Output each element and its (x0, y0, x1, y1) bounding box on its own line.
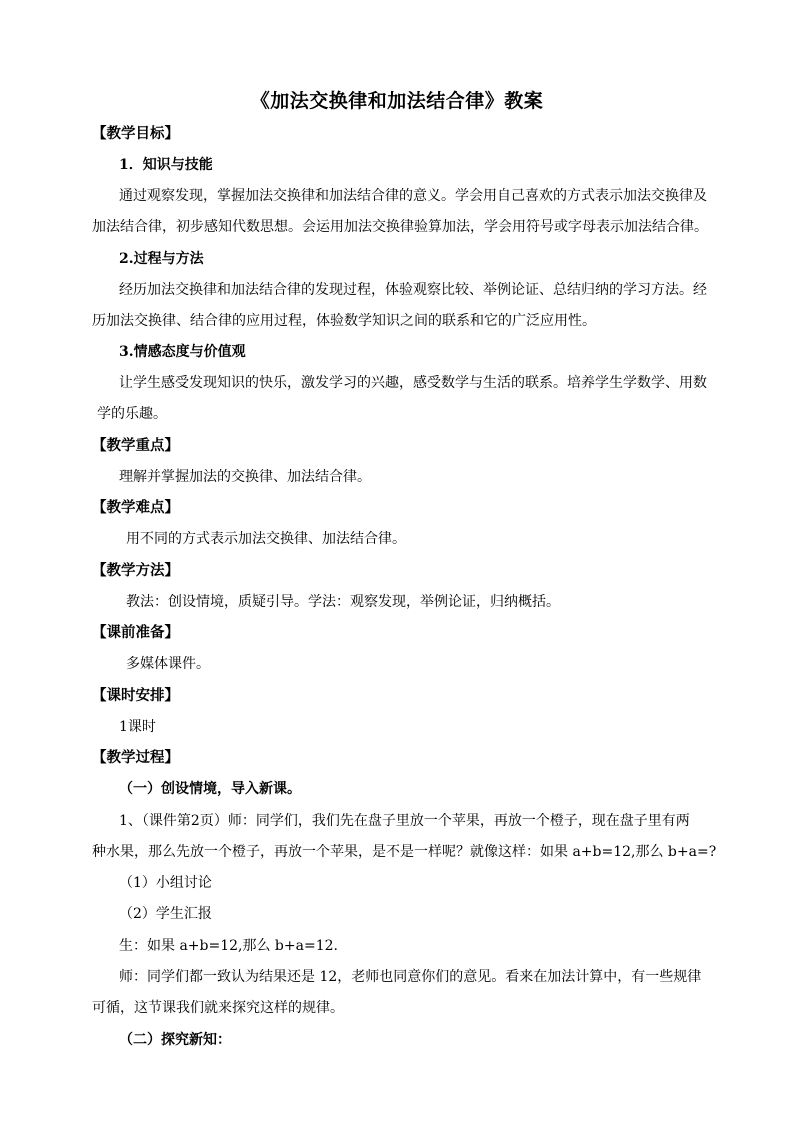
emotion-values-text-line-2: 学的乐趣。 (97, 406, 167, 422)
knowledge-skills-text-line-1: 通过观察发现，掌握加法交换律和加法结合律的意义。学会用自己喜欢的方式表示加法交换律及 (119, 188, 707, 204)
document-title: 《加法交换律和加法结合律》教案 (250, 90, 544, 112)
methods-heading: 【教学方法】 (92, 562, 179, 579)
methods-text: 教法：创设情境，质疑引导。学法：观察发现，举例论证，归纳概括。 (126, 594, 560, 610)
part1-item-student-report: （2）学生汇报 (119, 906, 212, 922)
part1-teacher-line-1: 师：同学们都一致认为结果还是 12，老师也同意你们的意见。看来在加法计算中，有一些规律 (119, 969, 702, 985)
process-methods-text-line-2: 历加法交换律、结合律的应用过程，体验数学知识之间的联系和它的广泛应用性。 (92, 313, 596, 329)
difficulties-heading: 【教学难点】 (92, 499, 179, 516)
key-points-text: 理解并掌握加法的交换律、加法结合律。 (119, 469, 371, 485)
difficulties-text: 用不同的方式表示加法交换律、加法结合律。 (126, 531, 406, 547)
key-points-heading: 【教学重点】 (92, 437, 179, 454)
part1-heading: （一）创设情境，导入新课。 (119, 781, 301, 797)
part2-heading: （二）探究新知： (119, 1032, 231, 1048)
schedule-heading: 【课时安排】 (92, 687, 179, 704)
preparation-text: 多媒体课件。 (126, 656, 210, 672)
preparation-heading: 【课前准备】 (92, 624, 179, 641)
objectives-heading: 【教学目标】 (92, 125, 179, 142)
schedule-text: 1课时 (119, 719, 156, 735)
process-methods-text-line-1: 经历加法交换律和加法结合律的发现过程，体验观察比较、举例论证、总结归纳的学习方法。经 (119, 282, 707, 298)
emotion-values-heading: 3.情感态度与价值观 (119, 344, 246, 360)
knowledge-skills-heading: 1．知识与技能 (119, 157, 213, 173)
part1-student-answer: 生：如果 a+b=12,那么 b+a=12. (119, 938, 338, 954)
emotion-values-text-line-1: 让学生感受发现知识的快乐，激发学习的兴趣，感受数学与生活的联系。培养学生学数学、用数 (119, 375, 707, 391)
part1-teacher-line-2: 可循，这节课我们就来探究这样的规律。 (92, 1000, 344, 1016)
knowledge-skills-text-line-2: 加法结合律，初步感知代数思想。会运用加法交换律验算加法，学会用符号或字母表示加法结合律。 (92, 219, 708, 235)
procedure-heading: 【教学过程】 (92, 749, 179, 766)
process-methods-heading: 2.过程与方法 (119, 251, 204, 267)
part1-paragraph-line-1: 1、（课件第2页）师：同学们，我们先在盘子里放一个苹果，再放一个橙子，现在盘子里有两 (119, 813, 690, 829)
part1-paragraph-line-2: 种水果，那么先放一个橙子，再放一个苹果，是不是一样呢？就像这样：如果 a+b=12,那么 b+a=? (92, 844, 717, 860)
part1-item-group-discussion: （1）小组讨论 (119, 875, 212, 891)
